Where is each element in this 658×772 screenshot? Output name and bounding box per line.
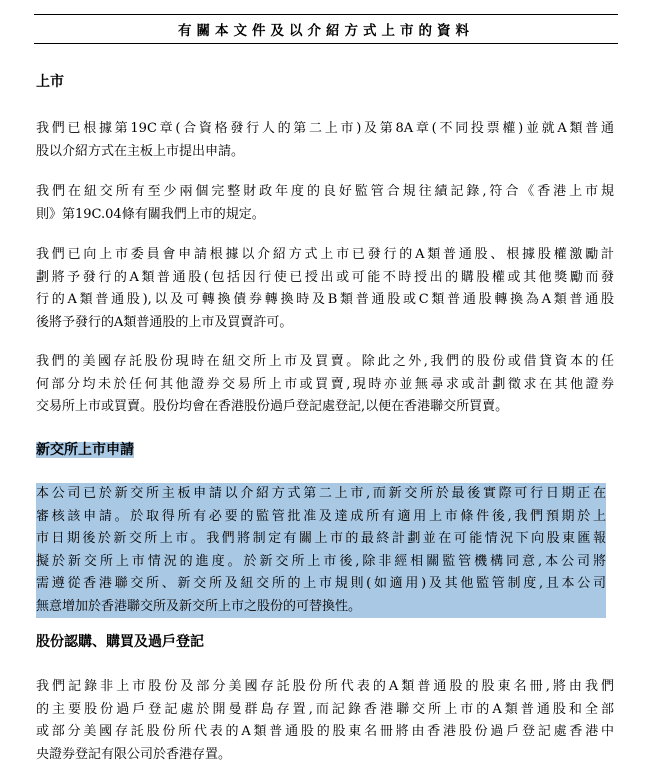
paragraph-line: 本公司已於新交所主板申請以介紹方式第二上市,而新交所於最後實際可行日期正在: [36, 486, 606, 501]
paragraph-line: 劃將予發行的A類普通股(包括因行使已授出或可能不時授出的購股權或其他獎勵而發: [36, 269, 614, 285]
paragraph-line: 股以介紹方式在主板上市提出申請。: [36, 143, 245, 159]
paragraph-line: 擬於新交所上市情況的進度。於新交所上市後,除非經相關監管機構同意,本公司將: [36, 553, 606, 569]
highlighted-paragraph: [36, 483, 606, 618]
paragraph-line: 央證券登記有限公司於香港存置。: [36, 746, 232, 762]
paragraph-line: 的主要股份過戶登記處於開曼群島存置,而記錄香港聯交所上市的A類普通股和全部: [36, 701, 614, 717]
paragraph: [36, 181, 614, 226]
paragraph-line: 則》第19C.04條有關我們上市的規定。: [36, 206, 265, 222]
paragraph-line: 交易所上市或買賣。股份均會在香港股份過戶登記處登記,以便在香港聯交所買賣。: [36, 399, 509, 414]
paragraph: [36, 244, 614, 334]
paragraph: [36, 118, 614, 163]
highlighted-heading-text: 新交所上市申請: [36, 442, 134, 458]
section-heading-listing: 上市: [36, 74, 64, 90]
page-header: [34, 14, 618, 44]
paragraph-line: 我們已向上市委員會申請根據以介紹方式上市已發行的A類普通股、根據股權激勵計: [36, 247, 614, 262]
paragraph-line: 行的A類普通股),以及可轉換債券轉換時及B類普通股或C類普通股轉換為A類普通股: [36, 292, 614, 307]
header-title: 有關本文件及以介紹方式上市的資料: [178, 23, 474, 39]
paragraph-line: 無意增加於香港聯交所及新交所上市之股份的可替換性。: [36, 598, 362, 614]
paragraph-line: 後將予發行的A類普通股的上市及買賣許可。: [36, 314, 293, 330]
paragraph-line: 審核該申請。於取得所有必要的監管批准及達成所有適用上市條件後,我們預期於上: [36, 508, 606, 524]
paragraph-line: 我們記錄非上市股份及部分美國存託股份所代表的A類普通股的股東名冊,將由我們: [36, 679, 614, 694]
paragraph: [36, 351, 614, 419]
paragraph-line: 我們已根據第19C章(合資格發行人的第二上市)及第8A章(不同投票權)並就A類普通: [36, 121, 614, 136]
paragraph-line: 我們的美國存託股份現時在紐交所上市及買賣。除此之外,我們的股份或借貸資本的任: [36, 354, 614, 369]
section-heading-sgx-application: [36, 440, 134, 460]
paragraph: [36, 676, 614, 766]
paragraph-line: 何部分均未於任何其他證券交易所上市或買賣,現時亦並無尋求或計劃徵求在其他證券: [36, 376, 614, 392]
paragraph-line: 我們在紐交所有至少兩個完整財政年度的良好監管合規往績記錄,符合《香港上市規: [36, 184, 614, 199]
paragraph-line: 或部分美國存託股份所代表的A類普通股的股東名冊將由香港股份過戶登記處香港中: [36, 724, 614, 739]
paragraph-line: 市日期後於新交所上市。我們將制定有關上市的最終計劃並在可能情況下向股東匯報: [36, 531, 606, 546]
paragraph-line: 需遵從香港聯交所、新交所及紐交所的上市規則(如適用)及其他監管制度,且本公司: [36, 576, 606, 591]
section-heading-share-registration: 股份認購、購買及過戶登記: [36, 634, 204, 650]
